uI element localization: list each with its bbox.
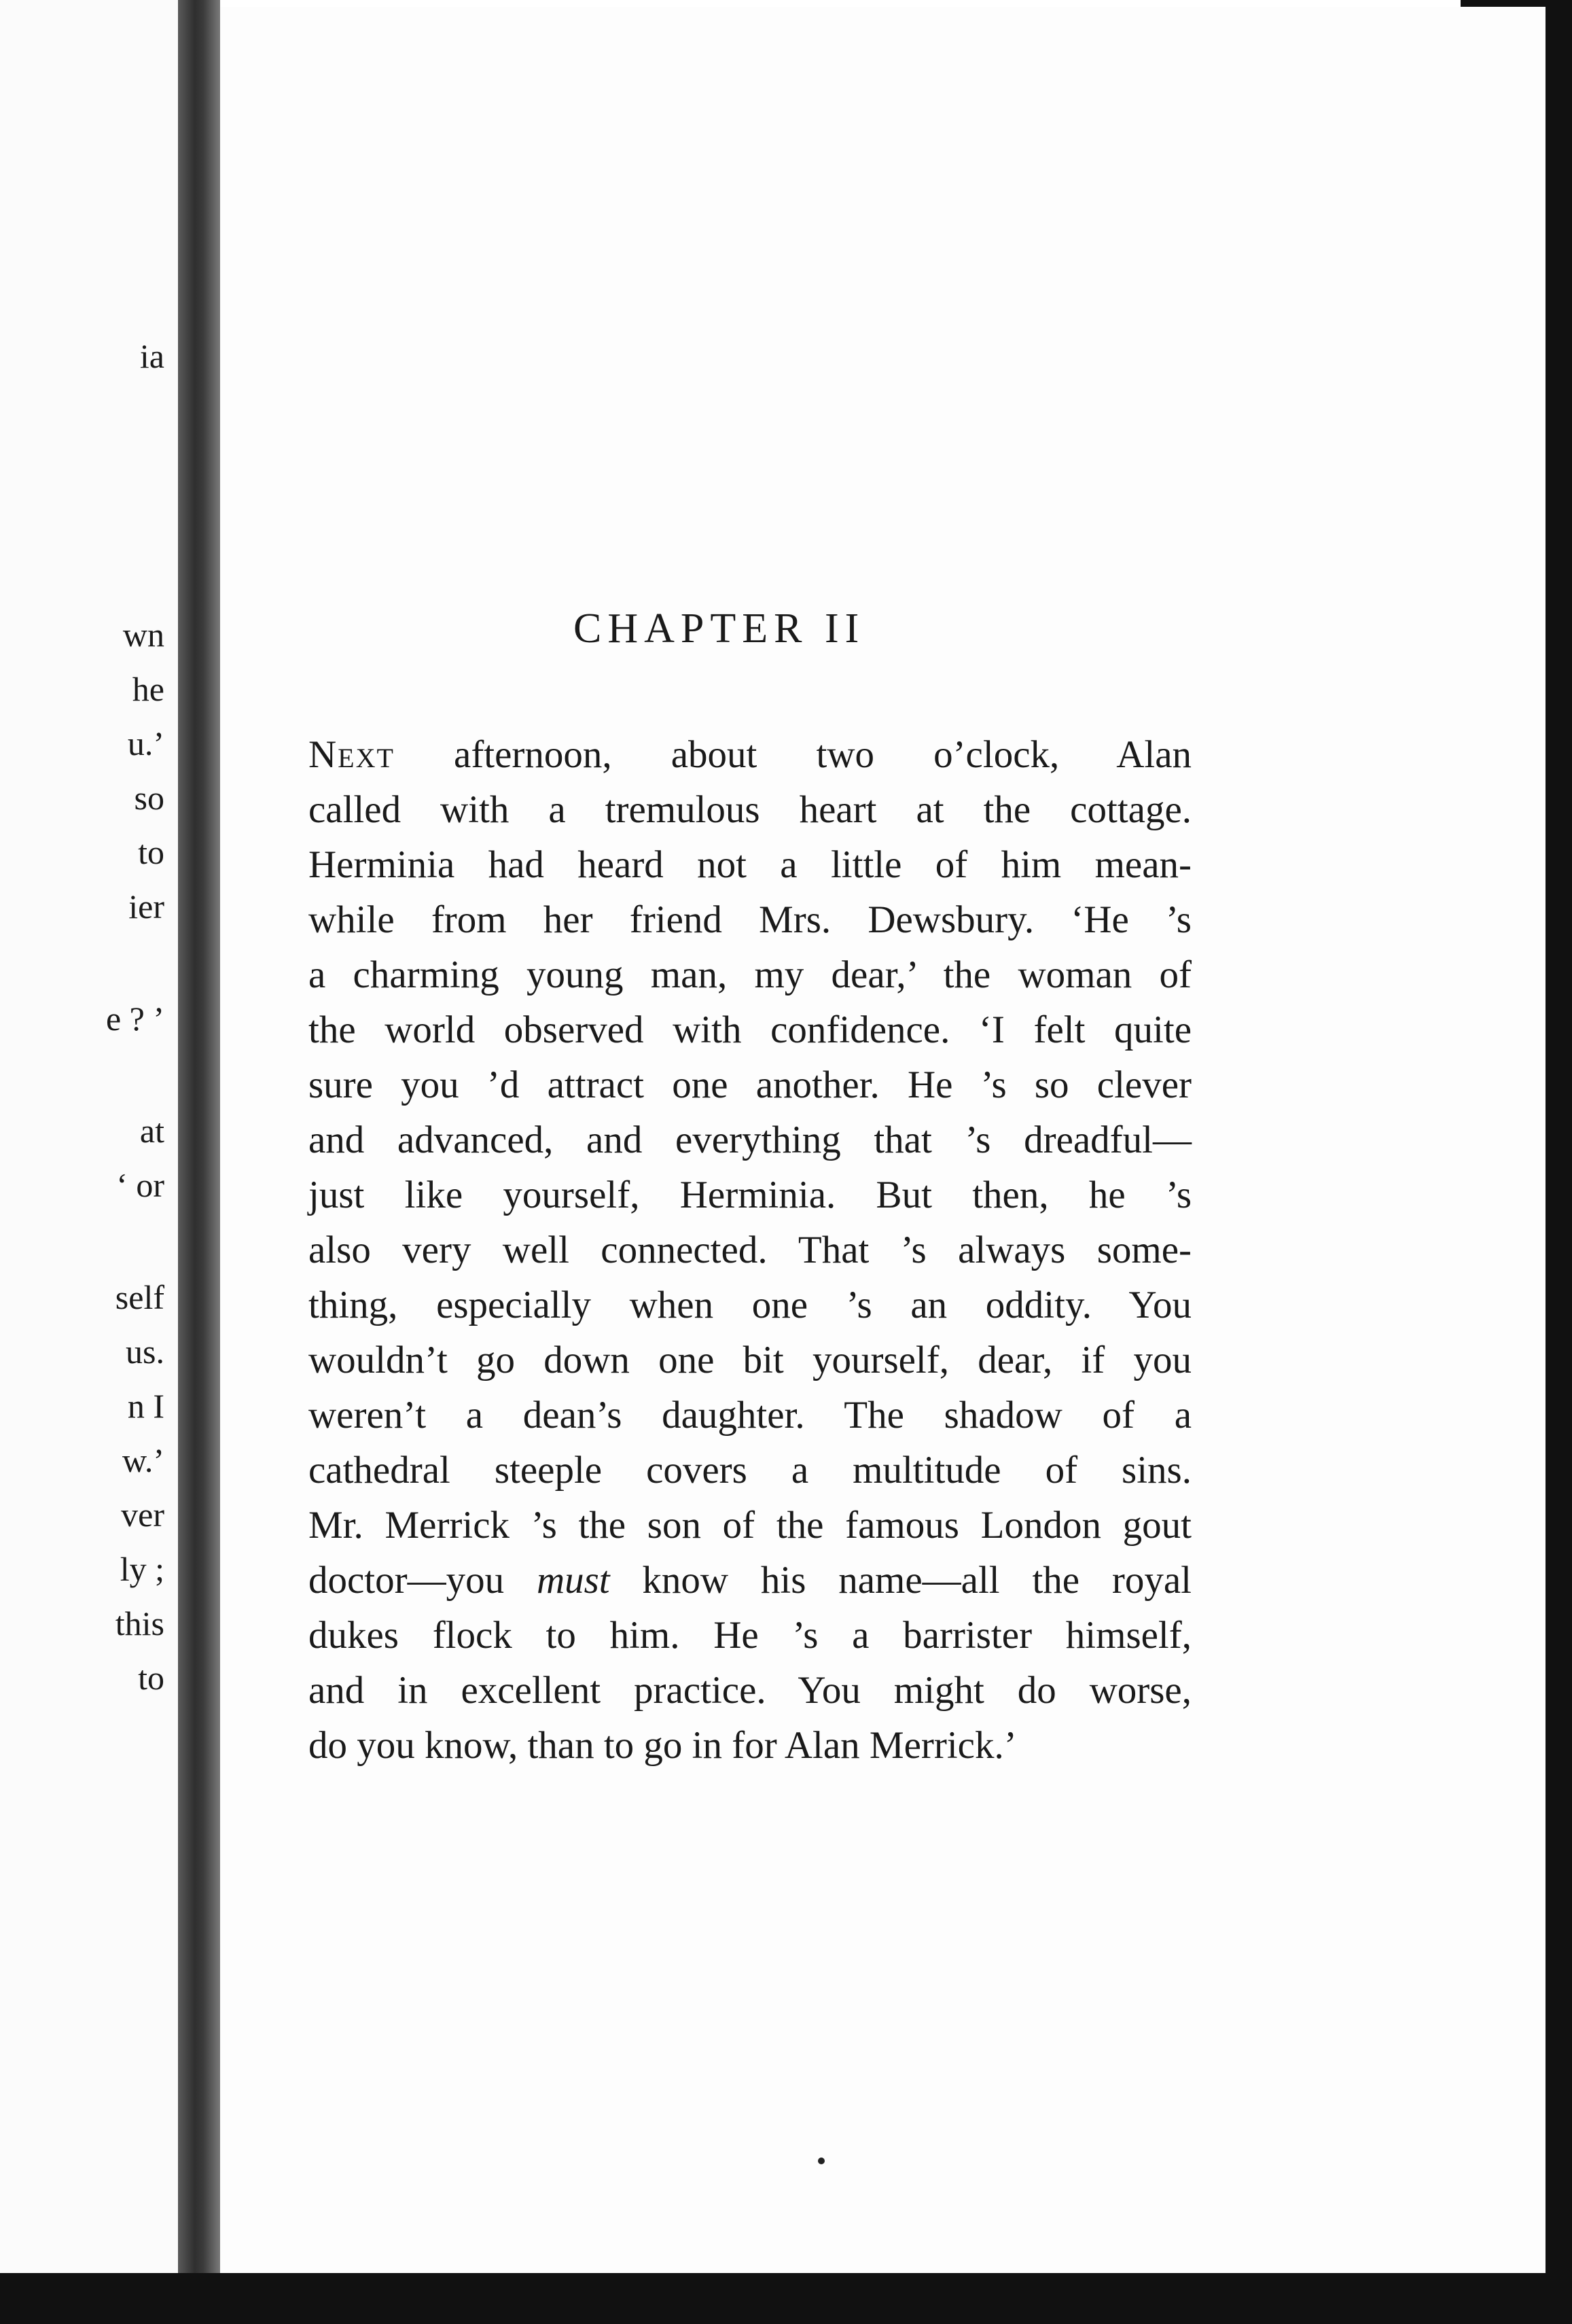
left-page-line: ier: [128, 887, 164, 926]
text-line: just like yourself, Herminia. But then, he ’s: [308, 1174, 1192, 1216]
text-line: dukes flock to him. He ’s a barrister himself,: [308, 1614, 1192, 1657]
text-line: called with a tremulous heart at the cottage.: [308, 788, 1192, 831]
book-page: [220, 7, 1546, 2273]
left-page-line: so: [134, 779, 164, 817]
left-page-line: he: [132, 670, 164, 708]
text-line: Herminia had heard not a little of him mean-: [308, 843, 1192, 886]
text-line: do you know, than to go in for Alan Merrick.’: [308, 1724, 1017, 1767]
left-page-line: ly ;: [120, 1550, 164, 1588]
chapter-body: [308, 727, 1192, 1773]
text-line: thing, especially when one ’s an oddity. You: [308, 1284, 1192, 1326]
left-page-line: u.’: [127, 724, 164, 762]
text-line: and in excellent practice. You might do worse,: [308, 1669, 1192, 1712]
left-page-line: us.: [126, 1333, 164, 1371]
italic-emphasis: must: [536, 1559, 610, 1602]
text-line-part: doctor—you: [308, 1559, 537, 1602]
text-line: cathedral steeple covers a multitude of sins.: [308, 1449, 1192, 1492]
left-page-line: to: [138, 1659, 164, 1697]
text-line: also very well connected. That ’s always some-: [308, 1229, 1192, 1271]
text-line: Mr. Merrick ’s the son of the famous London gout: [308, 1504, 1192, 1547]
text-line: sure you ’d attract one another. He ’s so clever: [308, 1063, 1192, 1106]
chapter-heading: CHAPTER II: [573, 605, 865, 652]
book-gutter: [178, 0, 220, 2273]
scan-border-right: [1546, 0, 1572, 2324]
left-page-fragment: [0, 0, 178, 2273]
left-page-line: at: [139, 1112, 164, 1150]
text-line: [308, 1553, 1192, 1608]
text-line-rest: afternoon, about two o’clock, Alan: [394, 733, 1192, 776]
left-page-line: e ? ’: [105, 1000, 164, 1038]
text-line: and advanced, and everything that ’s dreadful—: [308, 1119, 1192, 1161]
opening-word: Next: [308, 733, 395, 776]
left-page-line: this: [115, 1604, 164, 1642]
left-page-line: wn: [122, 616, 164, 654]
left-page-line: ver: [121, 1496, 164, 1534]
left-page-line: n I: [127, 1387, 164, 1425]
left-page-line: ‘ or: [116, 1166, 164, 1204]
text-line: while from her friend Mrs. Dewsbury. ‘He ’s: [308, 898, 1192, 941]
text-line: weren’t a dean’s daughter. The shadow of a: [308, 1394, 1192, 1437]
left-page-line: self: [115, 1278, 164, 1316]
text-line: [308, 727, 1192, 782]
left-page-line: w.’: [122, 1441, 164, 1479]
left-page-line: to: [138, 833, 164, 871]
text-line: a charming young man, my dear,’ the woman of: [308, 953, 1192, 996]
page-mark: [818, 2158, 825, 2164]
text-line: wouldn’t go down one bit yourself, dear, if you: [308, 1339, 1192, 1381]
text-line-part: know his name—all the royal: [609, 1559, 1192, 1602]
left-page-line: ia: [139, 337, 164, 375]
scan-border-bottom: [0, 2273, 1572, 2324]
text-line: the world observed with confidence. ‘I felt quite: [308, 1008, 1192, 1051]
